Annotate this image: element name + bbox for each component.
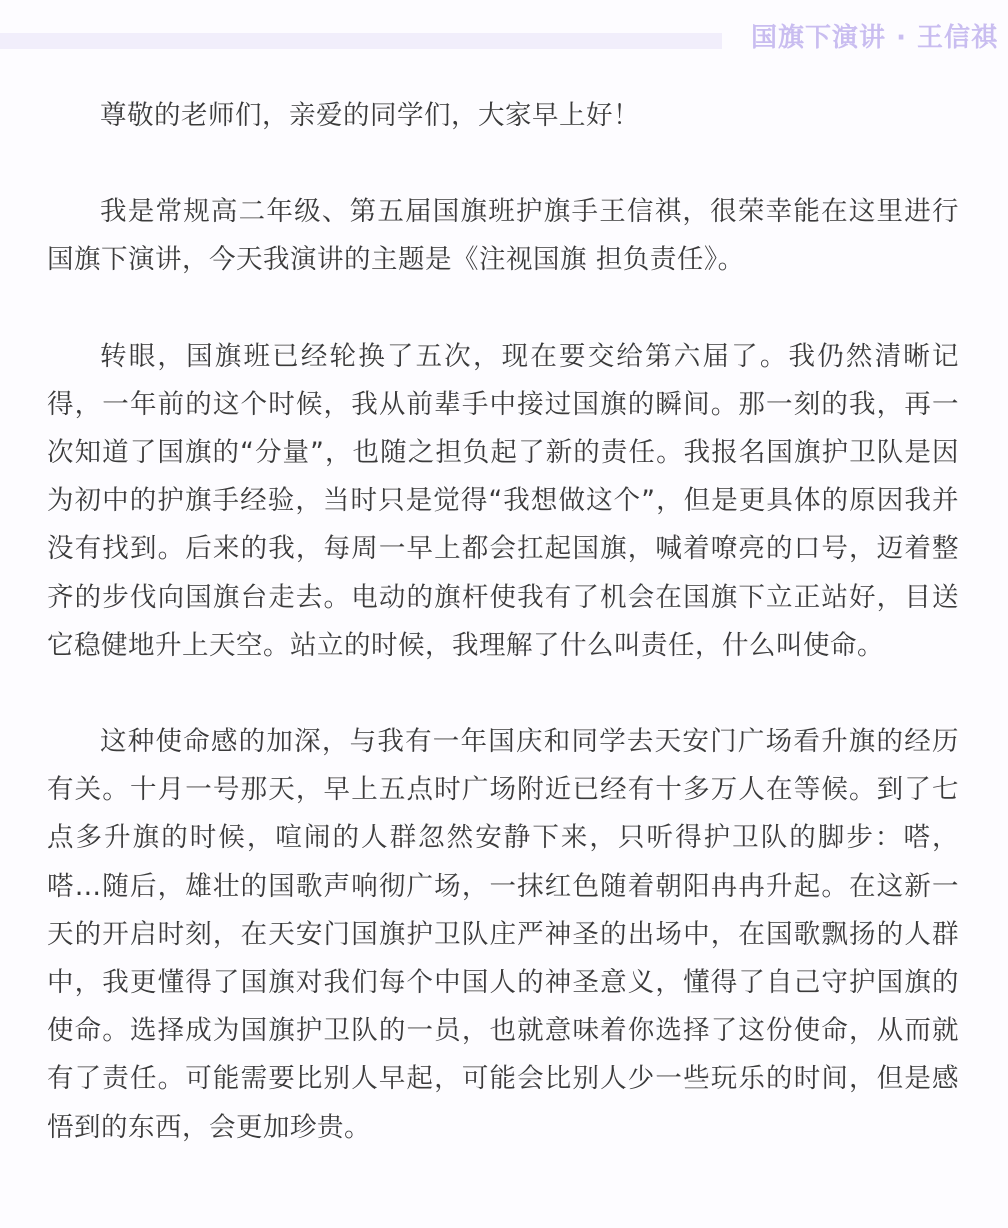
paragraph-introduction: 我是常规高二年级、第五届国旗班护旗手王信祺，很荣幸能在这里进行国旗下演讲，今天我演讲的主题是《注视国旗 担负责任》。	[47, 196, 959, 276]
paragraph-experience: 转眼，国旗班已经轮换了五次，现在要交给第六届了。我仍然清晰记得，一年前的这个时候，我从前辈手中接过国旗的瞬间。那一刻的我，再一次知道了国旗的“分量”，也随之担负起了新的责任。我报名国旗护卫队是因为初中的护旗手经验，当时只是觉得“我想做这个”，但是更具体的原因我并没有找到。后来的我，每周一早上都会扛起国旗，喊着嘹亮的口号，迈着整齐的步伐向国旗台走去。电动的旗杆使我有了机会在国旗下立正站好，目送它稳健地升上天空。站立的时候，我理解了什么叫责任，什么叫使命。	[47, 340, 959, 661]
paragraph-greeting: 尊敬的老师们，亲爱的同学们，大家早上好！	[100, 100, 640, 131]
paragraph-tiananmen: 这种使命感的加深，与我有一年国庆和同学去天安门广场看升旗的经历有关。十月一号那天，早上五点时广场附近已经有十多万人在等候。到了七点多升旗的时候，喧闹的人群忽然安静下来，只听得护卫队的脚步：嗒，嗒…随后，雄壮的国歌声响彻广场，一抹红色随着朝阳冉冉升起。在这新一天的开启时刻，在天安门国旗护卫队庄严神圣的出场中，在国歌飘扬的人群中，我更懂得了国旗对我们每个中国人的神圣意义，懂得了自己守护国旗的使命。选择成为国旗护卫队的一员，也就意味着你选择了这份使命，从而就有了责任。可能需要比别人早起，可能会比别人少一些玩乐的时间，但是感悟到的东西，会更加珍贵。	[47, 726, 959, 1143]
header-title: 国旗下演讲 · 王信祺	[751, 23, 998, 53]
header-decor-bar	[0, 33, 722, 49]
speech-body	[47, 92, 959, 1152]
